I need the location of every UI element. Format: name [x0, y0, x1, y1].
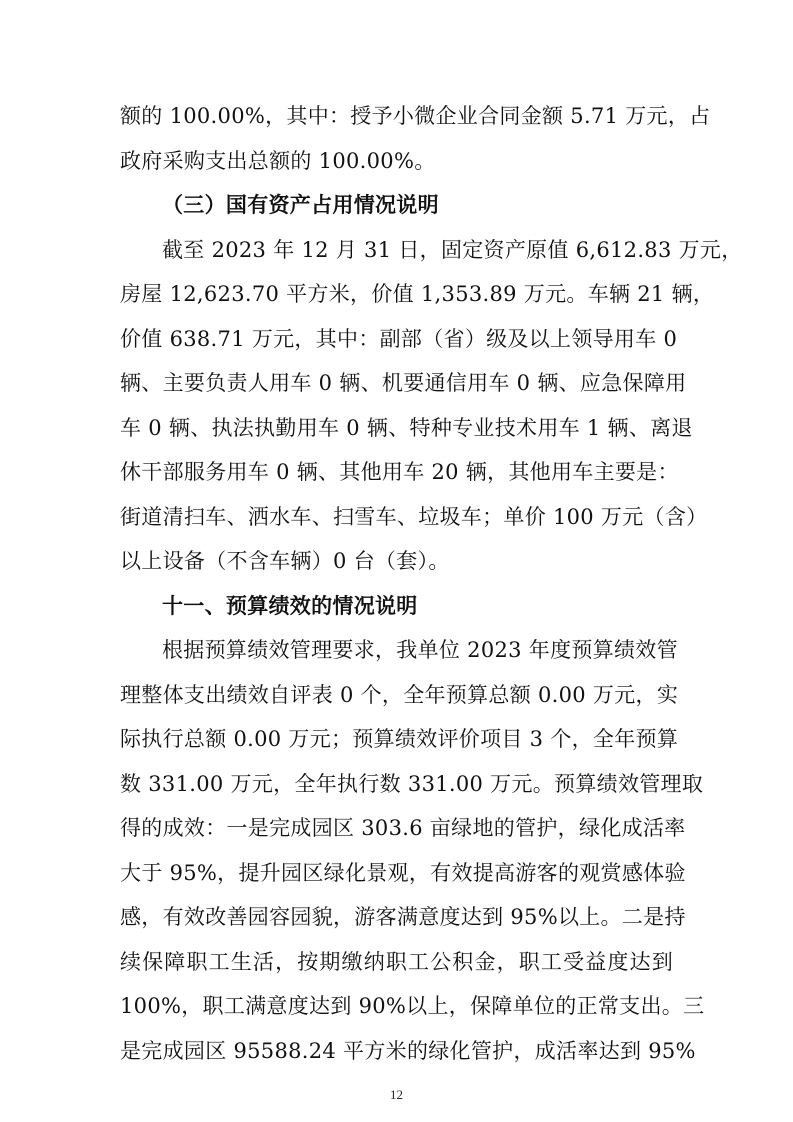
body-text-line: 得的成效：一是完成园区 303.6 亩绿地的管护，绿化成活率 — [120, 816, 686, 840]
body-text-line: 休干部服务用车 0 辆、其他用车 20 辆，其他用车主要是： — [120, 460, 679, 484]
body-text-line: 际执行总额 0.00 万元；预算绩效评价项目 3 个，全年预算 — [120, 727, 679, 751]
section-heading: 十一、预算绩效的情况说明 — [162, 593, 418, 618]
body-text-line: 数 331.00 万元，全年执行数 331.00 万元。预算绩效管理取 — [120, 771, 704, 796]
page-number: 12 — [390, 1087, 403, 1102]
body-text-line: 大于 95%，提升园区绿化景观，有效提高游客的观赏感体验 — [120, 860, 686, 885]
body-text-line: 续保障职工生活，按期缴纳职工公积金，职工受益度达到 — [120, 949, 673, 974]
body-text-line: 街道清扫车、洒水车、扫雪车、垃圾车；单价 100 万元（含） — [120, 504, 708, 529]
body-text-line: 截至 2023 年 12 月 31 日，固定资产原值 6,612.83 万元， — [162, 237, 743, 262]
body-text-line: 价值 638.71 万元，其中：副部（省）级及以上领导用车 0 — [120, 326, 678, 351]
body-text-line: 车 0 辆、执法执勤用车 0 辆、特种专业技术用车 1 辆、离退 — [120, 415, 693, 440]
body-text-line: 以上设备（不含车辆）0 台（套）。 — [120, 549, 450, 573]
body-text-line: 辆、主要负责人用车 0 辆、机要通信用车 0 辆、应急保障用 — [120, 371, 687, 395]
body-text-line: 感，有效改善园容园貌，游客满意度达到 95%以上。二是持 — [120, 905, 686, 929]
body-text-line: 政府采购支出总额的 100.00%。 — [120, 148, 436, 173]
body-text-line: 根据预算绩效管理要求，我单位 2023 年度预算绩效管 — [162, 638, 678, 662]
body-text-line: 是完成园区 95588.24 平方米的绿化管护，成活率达到 95% — [120, 1038, 696, 1063]
body-text-line: 额的 100.00%，其中：授予小微企业合同金额 5.71 万元，占 — [120, 104, 711, 128]
body-text-line: 100%，职工满意度达到 90%以上，保障单位的正常支出。三 — [120, 994, 705, 1018]
section-heading: （三）国有资产占用情况说明 — [162, 193, 439, 217]
body-text-line: 理整体支出绩效自评表 0 个，全年预算总额 0.00 万元，实 — [120, 682, 679, 707]
body-text-line: 房屋 12,623.70 平方米，价值 1,353.89 万元。车辆 21 辆， — [120, 282, 715, 306]
